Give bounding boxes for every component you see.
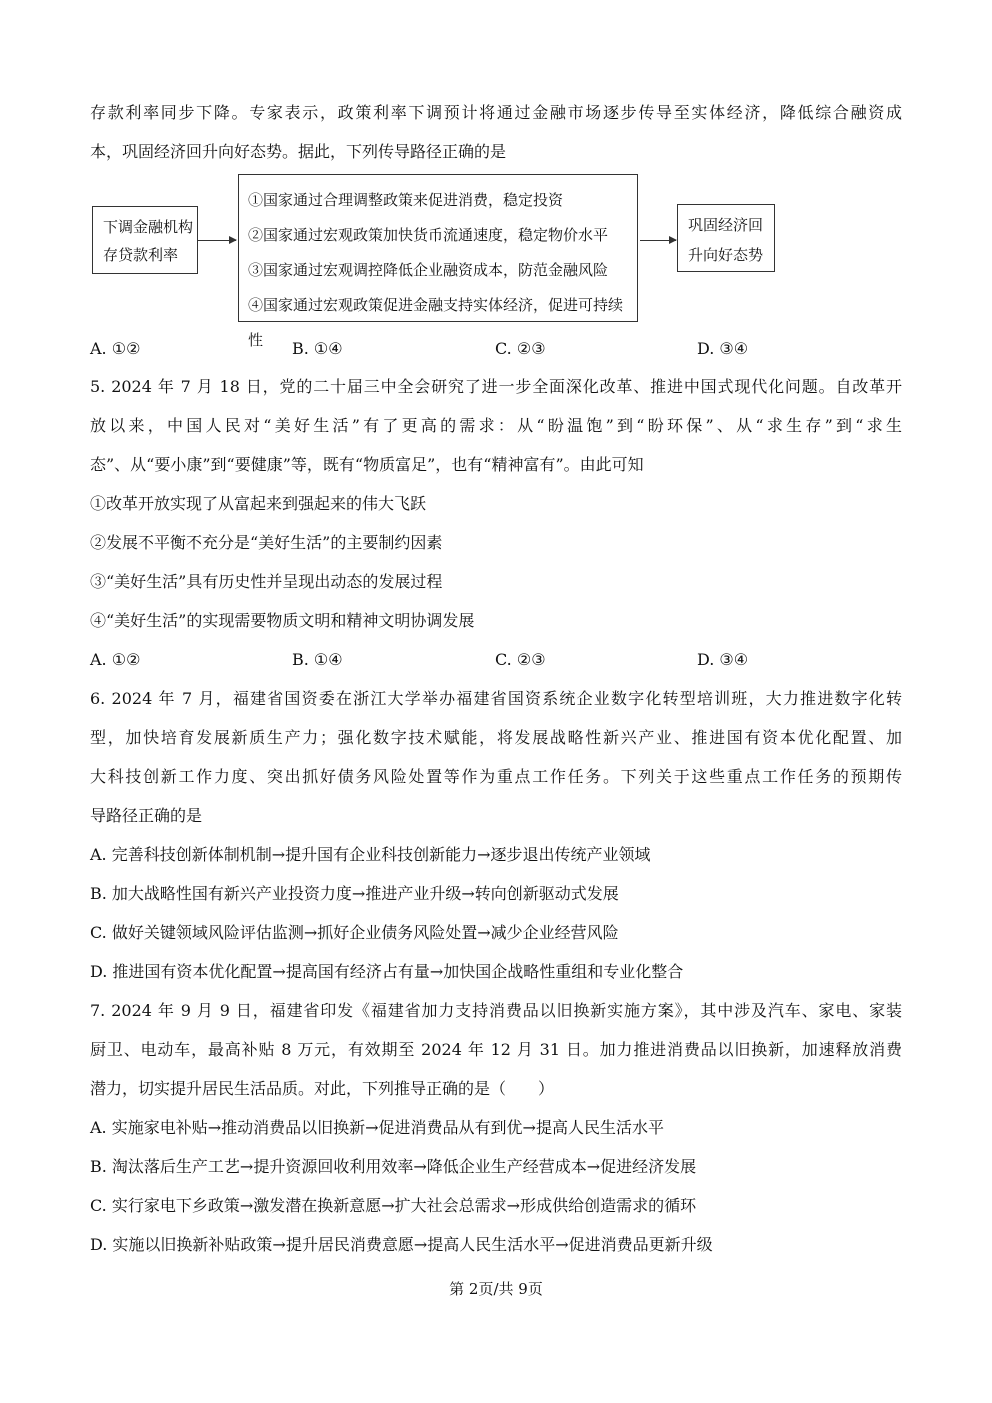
q6-option-b[interactable]: B. 加大战略性国有新兴产业投资力度→推进产业升级→转向创新驱动式发展 [90, 884, 619, 903]
page-footer: 第 2页/共 9页 [449, 1280, 543, 1298]
q5-statement-4: ④“美好生活”的实现需要物质文明和精神文明协调发展 [90, 611, 475, 630]
q5-statement-3: ③“美好生活”具有历史性并呈现出动态的发展过程 [90, 572, 443, 591]
diagram-arrow-left [198, 240, 236, 241]
q5-option-b[interactable]: B. ①④ [292, 650, 343, 669]
diagram-left-line-1: 下调金融机构 [103, 218, 194, 236]
q7-option-b[interactable]: B. 淘汰落后生产工艺→提升资源回收利用效率→降低企业生产经营成本→促进经济发展 [90, 1157, 697, 1176]
diagram-right-line-1: 巩固经济回 [688, 216, 764, 234]
diagram-right-box [677, 204, 775, 272]
diagram-item-3: ③国家通过宏观调控降低企业融资成本，防范金融风险 [248, 261, 609, 279]
diagram-item-2: ②国家通过宏观政策加快货币流通速度，稳定物价水平 [248, 226, 609, 244]
q7-option-d[interactable]: D. 实施以旧换新补贴政策→提升居民消费意愿→提高人民生活水平→促进消费品更新升级 [90, 1235, 713, 1254]
q6-stem-line-2: 型，加快培育发展新质生产力；强化数字技术赋能，将发展战略性新兴产业、推进国有资本优化配置、加 [90, 728, 902, 747]
intro-line-1: 存款利率同步下降。专家表示，政策利率下调预计将通过金融市场逐步传导至实体经济，降低综合融资成 [90, 103, 902, 122]
q6-stem-line-1: 6. 2024 年 7 月，福建省国资委在浙江大学举办福建省国资系统企业数字化转型培训班，大力推进数字化转 [90, 689, 902, 708]
q5-stem-line-3: 态”、从“要小康”到“要健康”等，既有“物质富足”，也有“精神富有”。由此可知 [90, 455, 644, 474]
q4-option-a[interactable]: A. ①② [90, 339, 141, 358]
q5-statement-1: ①改革开放实现了从富起来到强起来的伟大飞跃 [90, 494, 427, 513]
diagram-arrow-right [640, 240, 676, 241]
q5-stem-line-2: 放以来，中国人民对“美好生活”有了更高的需求：从“盼温饱”到“盼环保”、从“求生存”到“求生 [90, 416, 902, 435]
diagram-item-4: ④国家通过宏观政策促进金融支持实体经济，促进可持续性 [248, 296, 624, 349]
q5-statement-2: ②发展不平衡不充分是“美好生活”的主要制约因素 [90, 533, 443, 552]
q6-option-a[interactable]: A. 完善科技创新体制机制→提升国有企业科技创新能力→逐步退出传统产业领域 [90, 845, 651, 864]
diagram-right-line-2: 升向好态势 [688, 246, 764, 264]
q4-option-d[interactable]: D. ③④ [697, 339, 749, 358]
q4-option-c[interactable]: C. ②③ [495, 339, 546, 358]
q5-option-a[interactable]: A. ①② [90, 650, 141, 669]
q5-option-d[interactable]: D. ③④ [697, 650, 749, 669]
q6-stem-line-4: 导路径正确的是 [90, 806, 203, 825]
q4-option-b[interactable]: B. ①④ [292, 339, 343, 358]
q7-stem-line-2: 厨卫、电动车，最高补贴 8 万元，有效期至 2024 年 12 月 31 日。加力推进消费品以旧换新，加速释放消费 [90, 1040, 902, 1059]
q7-option-c[interactable]: C. 实行家电下乡政策→激发潜在换新意愿→扩大社会总需求→形成供给创造需求的循环 [90, 1196, 697, 1215]
diagram-left-box [92, 206, 198, 274]
q7-stem-line-1: 7. 2024 年 9 月 9 日，福建省印发《福建省加力支持消费品以旧换新实施方案》，其中涉及汽车、家电、家装 [90, 1001, 902, 1020]
diagram-left-line-2: 存贷款利率 [103, 246, 179, 264]
intro-line-2: 本，巩固经济回升向好态势。据此，下列传导路径正确的是 [90, 142, 507, 161]
q6-option-d[interactable]: D. 推进国有资本优化配置→提高国有经济占有量→加快国企战略性重组和专业化整合 [90, 962, 684, 981]
diagram-item-1: ①国家通过合理调整政策来促进消费，稳定投资 [248, 191, 564, 209]
q6-option-c[interactable]: C. 做好关键领域风险评估监测→抓好企业债务风险处置→减少企业经营风险 [90, 923, 619, 942]
q7-option-a[interactable]: A. 实施家电补贴→推动消费品以旧换新→促进消费品从有到优→提高人民生活水平 [90, 1118, 664, 1137]
q5-option-c[interactable]: C. ②③ [495, 650, 546, 669]
q7-stem-line-3: 潜力，切实提升居民生活品质。对此，下列推导正确的是（ ） [90, 1079, 555, 1098]
q5-stem-line-1: 5. 2024 年 7 月 18 日，党的二十届三中全会研究了进一步全面深化改革、推进中国式现代化问题。自改革开 [90, 377, 902, 396]
q6-stem-line-3: 大科技创新工作力度、突出抓好债务风险处置等作为重点工作任务。下列关于这些重点工作任务的预期传 [90, 767, 902, 786]
